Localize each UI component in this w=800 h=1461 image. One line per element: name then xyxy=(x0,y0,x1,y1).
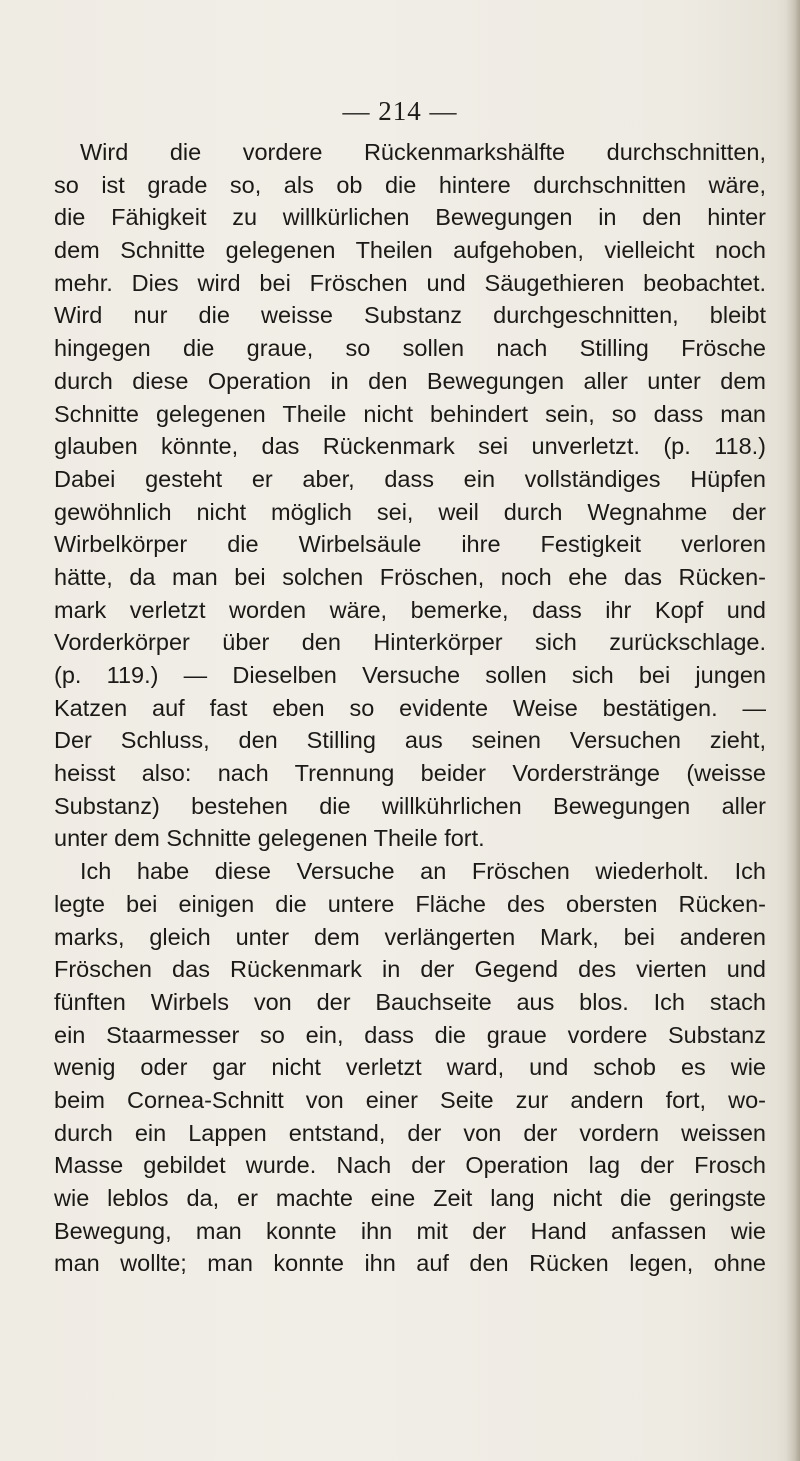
text-line: Bewegung, man konnte ihn mit der Hand anfassen wie xyxy=(54,1217,766,1244)
text-line: (p. 119.) — Dieselben Versuche sollen sich bei jungen xyxy=(54,662,766,688)
text-line: Ich habe diese Versuche an Fröschen wiederholt. Ich xyxy=(80,858,766,885)
page-edge-shadow xyxy=(786,0,800,1461)
text-line: Der Schluss, den Stilling aus seinen Versuchen zieht, xyxy=(54,727,766,754)
text-line: Schnitte gelegenen Theile nicht behindert sein, so dass man xyxy=(54,400,766,427)
text-line: fünften Wirbels von der Bauchseite aus blos. Ich stach xyxy=(54,988,766,1015)
text-line: so ist grade so, als ob die hintere durchschnitten wäre, xyxy=(54,171,766,198)
text-line: Substanz) bestehen die willkührlichen Bewegungen aller xyxy=(54,792,766,819)
text-line: wenig oder gar nicht verletzt ward, und schob es wie xyxy=(54,1054,766,1081)
text-line: durch ein Lappen entstand, der von der vordern weissen xyxy=(54,1119,766,1146)
text-line: man wollte; man konnte ihn auf den Rücken legen, ohne xyxy=(54,1250,766,1277)
text-line: unter dem Schnitte gelegenen Theile fort. xyxy=(54,825,485,852)
text-line: gewöhnlich nicht möglich sei, weil durch Wegnahme der xyxy=(54,498,766,525)
text-line: heisst also: nach Trennung beider Vorderstränge (weisse xyxy=(54,760,766,787)
text-line: hätte, da man bei solchen Fröschen, noch ehe das Rücken- xyxy=(54,563,766,590)
text-line: Katzen auf fast eben so evidente Weise bestätigen. — xyxy=(54,694,766,721)
text-line: marks, gleich unter dem verlängerten Mark, bei anderen xyxy=(54,923,766,950)
text-line: dem Schnitte gelegenen Theilen aufgehoben, vielleicht noch xyxy=(54,237,766,264)
text-line: glauben könnte, das Rückenmark sei unverletzt. (p. 118.) xyxy=(54,433,766,460)
text-line: wie leblos da, er machte eine Zeit lang nicht die geringste xyxy=(54,1185,766,1211)
page-number: — 214 — xyxy=(342,96,458,126)
text-line: mehr. Dies wird bei Fröschen und Säugethieren beobachtet. xyxy=(54,269,766,296)
text-line: legte bei einigen die untere Fläche des obersten Rücken- xyxy=(54,890,766,917)
text-line: ein Staarmesser so ein, dass die graue vordere Substanz xyxy=(54,1021,766,1048)
text-line: beim Cornea-Schnitt von einer Seite zur andern fort, wo- xyxy=(54,1086,766,1113)
text-line: Vorderkörper über den Hinterkörper sich zurückschlage. xyxy=(54,629,766,656)
text-line: Wird die vordere Rückenmarkshälfte durchschnitten, xyxy=(80,139,766,165)
text-line: Masse gebildet wurde. Nach der Operation lag der Frosch xyxy=(54,1152,766,1179)
text-line: hingegen die graue, so sollen nach Stilling Frösche xyxy=(54,335,766,362)
body-text xyxy=(54,136,766,1280)
text-line: Wirbelkörper die Wirbelsäule ihre Festigkeit verloren xyxy=(54,531,766,558)
text-line: Dabei gesteht er aber, dass ein vollständiges Hüpfen xyxy=(54,465,766,492)
text-line: mark verletzt worden wäre, bemerke, dass ihr Kopf und xyxy=(54,596,766,623)
text-line: Wird nur die weisse Substanz durchgeschnitten, bleibt xyxy=(54,302,766,329)
text-line: durch diese Operation in den Bewegungen aller unter dem xyxy=(54,367,766,394)
text-line: die Fähigkeit zu willkürlichen Bewegungen in den hinter xyxy=(54,204,766,231)
text-line: Fröschen das Rückenmark in der Gegend des vierten und xyxy=(54,956,766,983)
